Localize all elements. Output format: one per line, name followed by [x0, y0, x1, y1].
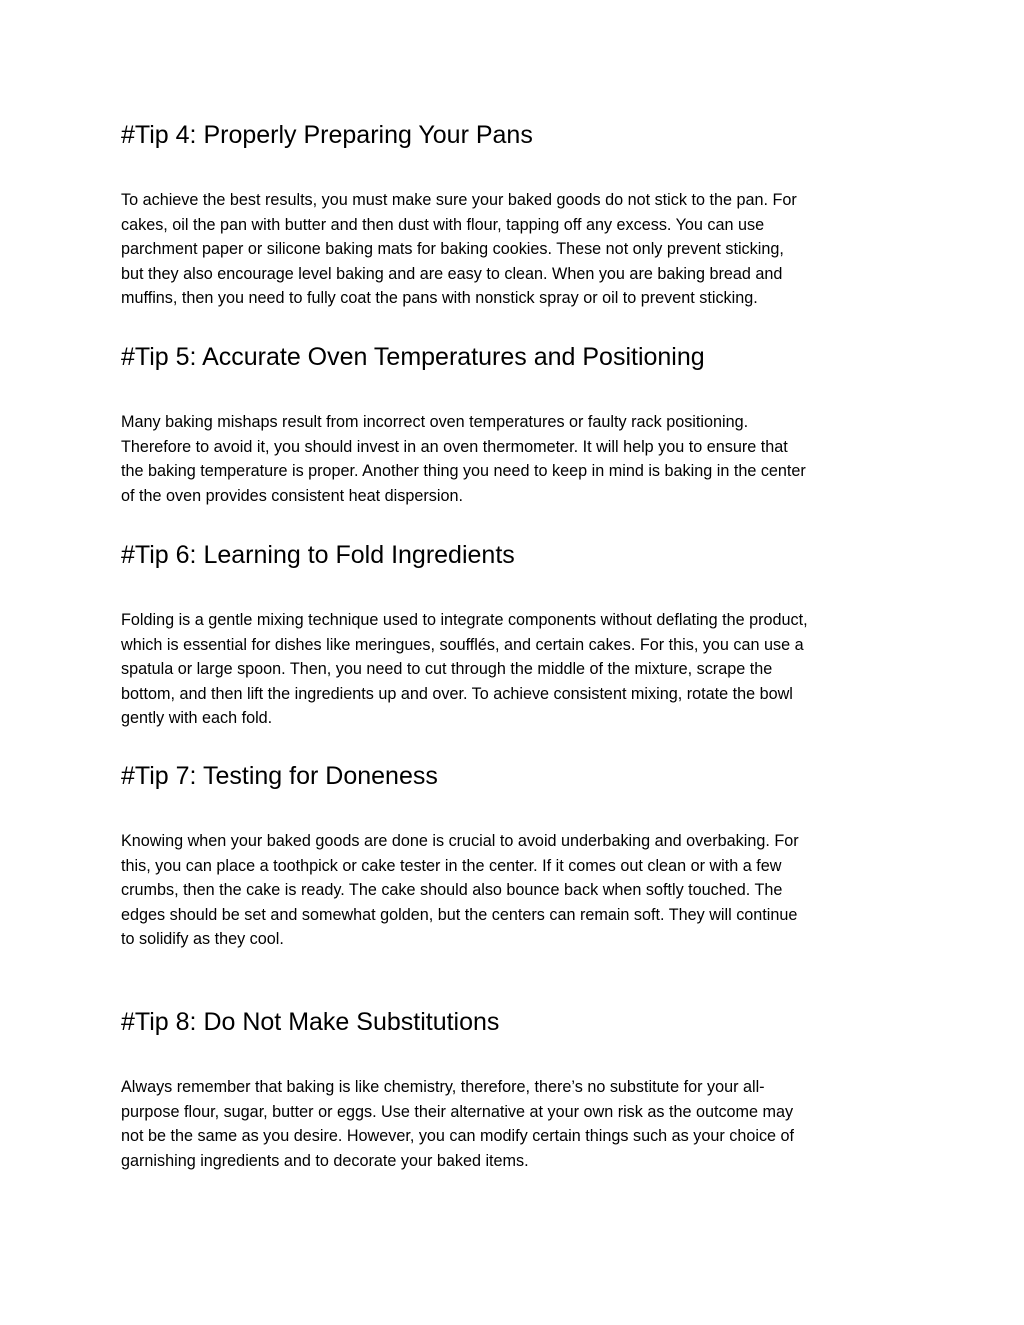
tip-8-heading: #Tip 8: Do Not Make Substitutions — [121, 1008, 500, 1036]
paragraph-line: but they also encourage level baking and are easy to clean. When you are baking bread and — [121, 264, 783, 283]
tip-5-section — [121, 342, 911, 505]
tip-5-heading: #Tip 5: Accurate Oven Temperatures and Positioning — [121, 343, 705, 371]
tip-6-section — [121, 540, 911, 727]
paragraph-line: edges should be set and somewhat golden, but the centers can remain soft. They will continue — [121, 905, 798, 924]
tip-4-paragraph — [121, 188, 911, 311]
paragraph-line: muffins, then you need to fully coat the pans with nonstick spray or oil to prevent sticking. — [121, 289, 758, 307]
tip-8-section — [121, 1007, 911, 1170]
tip-5-paragraph — [121, 410, 911, 508]
tip-6-heading: #Tip 6: Learning to Fold Ingredients — [121, 541, 515, 569]
paragraph-line: which is essential for dishes like meringues, soufflés, and certain cakes. For this, you can use a — [121, 635, 804, 654]
paragraph-line: Many baking mishaps result from incorrect oven temperatures or faulty rack positioning. — [121, 413, 749, 431]
tip-7-section — [121, 761, 911, 948]
paragraph-line: garnishing ingredients and to decorate your baked items. — [121, 1151, 529, 1170]
paragraph-line: To achieve the best results, you must make sure your baked goods do not stick to the pan. For — [121, 191, 797, 209]
paragraph-line: crumbs, then the cake is ready. The cake should also bounce back when softly touched. The — [121, 881, 783, 899]
paragraph-line: Folding is a gentle mixing technique used to integrate components without deflating the product, — [121, 611, 808, 629]
paragraph-line: of the oven provides consistent heat dispersion. — [121, 486, 463, 505]
paragraph-line: Knowing when your baked goods are done is crucial to avoid underbaking and overbaking. For — [121, 832, 799, 850]
paragraph-line: to solidify as they cool. — [121, 930, 284, 948]
paragraph-line: purpose flour, sugar, butter or eggs. Use their alternative at your own risk as the outcome may — [121, 1102, 794, 1121]
tip-4-section — [121, 120, 911, 307]
tip-8-paragraph — [121, 1075, 911, 1173]
paragraph-line: Therefore to avoid it, you should invest in an oven thermometer. It will help you to ensure that — [121, 437, 788, 456]
paragraph-line: the baking temperature is proper. Another thing you need to keep in mind is baking in the center — [121, 462, 806, 480]
paragraph-line: Always remember that baking is like chemistry, therefore, there’s no substitute for your all- — [121, 1078, 765, 1096]
tip-6-paragraph — [121, 608, 911, 731]
paragraph-line: this, you can place a toothpick or cake tester in the center. If it comes out clean or with a few — [121, 856, 782, 875]
tip-7-heading: #Tip 7: Testing for Doneness — [121, 762, 438, 790]
paragraph-line: parchment paper or silicone baking mats for baking cookies. These not only prevent sticking, — [121, 240, 784, 258]
paragraph-line: bottom, and then lift the ingredients up and over. To achieve consistent mixing, rotate the bowl — [121, 684, 793, 703]
paragraph-line: spatula or large spoon. Then, you need to cut through the middle of the mixture, scrape the — [121, 660, 773, 678]
tip-7-paragraph — [121, 829, 911, 952]
paragraph-line: gently with each fold. — [121, 709, 273, 727]
tip-4-heading: #Tip 4: Properly Preparing Your Pans — [121, 121, 533, 149]
paragraph-line: cakes, oil the pan with butter and then dust with flour, tapping off any excess. You can use — [121, 215, 765, 234]
paragraph-line: not be the same as you desire. However, you can modify certain things such as your choice of — [121, 1127, 795, 1145]
